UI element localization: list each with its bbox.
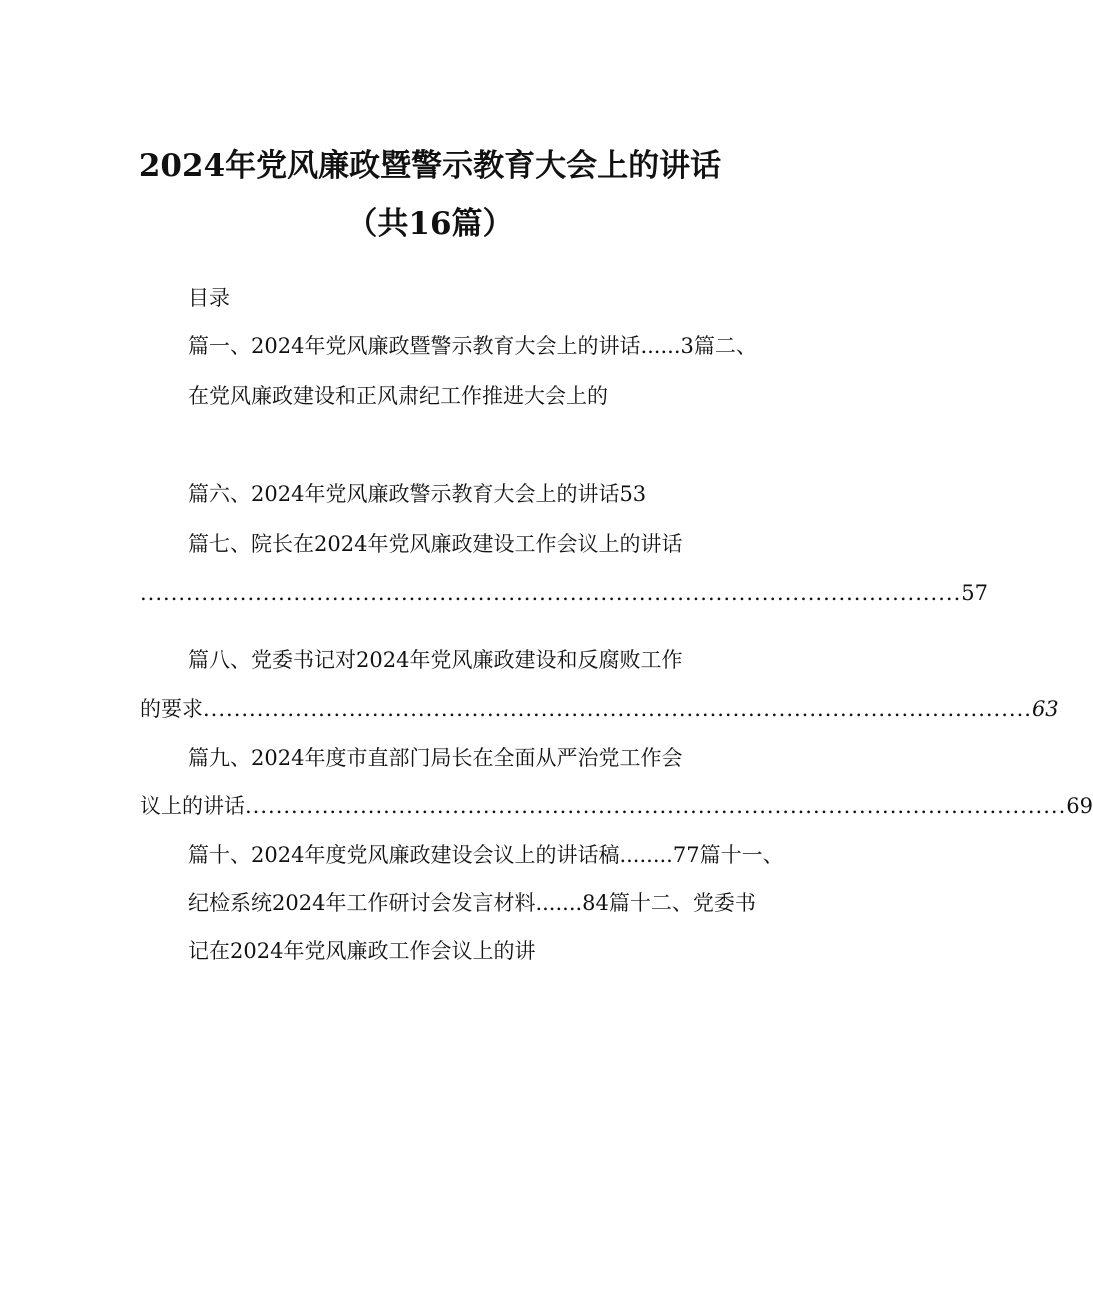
- toc-line: 篇六、2024年党风廉政警示教育大会上的讲话53: [188, 482, 647, 506]
- toc-entry-text: 的要求: [140, 697, 203, 721]
- toc-leader: ...........................................................................................................: [245, 794, 1067, 818]
- toc-entry-text: 议上的讲话: [140, 794, 245, 818]
- toc-leader-line: [140, 694, 1059, 724]
- document-title: 2024年党风廉政暨警示教育大会上的讲话: [138, 148, 722, 184]
- toc-page-number: 57: [961, 581, 988, 605]
- toc-line: 篇一、2024年党风廉政暨警示教育大会上的讲话......3篇二、: [188, 334, 757, 358]
- toc-line: 篇九、2024年度市直部门局长在全面从严治党工作会: [188, 746, 683, 770]
- toc-leader-line: [140, 791, 1093, 821]
- toc-page-number: 63: [1031, 697, 1059, 721]
- toc-heading: 目录: [188, 286, 230, 310]
- toc-line: 篇七、院长在2024年党风廉政建设工作会议上的讲话: [188, 532, 683, 556]
- toc-line: 篇八、党委书记对2024年党风廉政建设和反腐败工作: [188, 648, 683, 672]
- toc-page-number: 69: [1066, 794, 1093, 818]
- toc-leader: ...........................................................................................................: [140, 581, 962, 605]
- toc-line: 纪检系统2024年工作研讨会发言材料.......84篇十二、党委书: [188, 891, 756, 915]
- toc-line: 篇十、2024年度党风廉政建设会议上的讲话稿........77篇十一、: [188, 843, 784, 867]
- toc-line: 在党风廉政建设和正风肃纪工作推进大会上的: [188, 384, 608, 408]
- toc-leader: ............................................................................................................: [203, 697, 1032, 721]
- document-subtitle: （共16篇）: [346, 206, 514, 242]
- toc-line: 记在2024年党风廉政工作会议上的讲: [188, 939, 536, 963]
- toc-leader-line: [140, 578, 988, 608]
